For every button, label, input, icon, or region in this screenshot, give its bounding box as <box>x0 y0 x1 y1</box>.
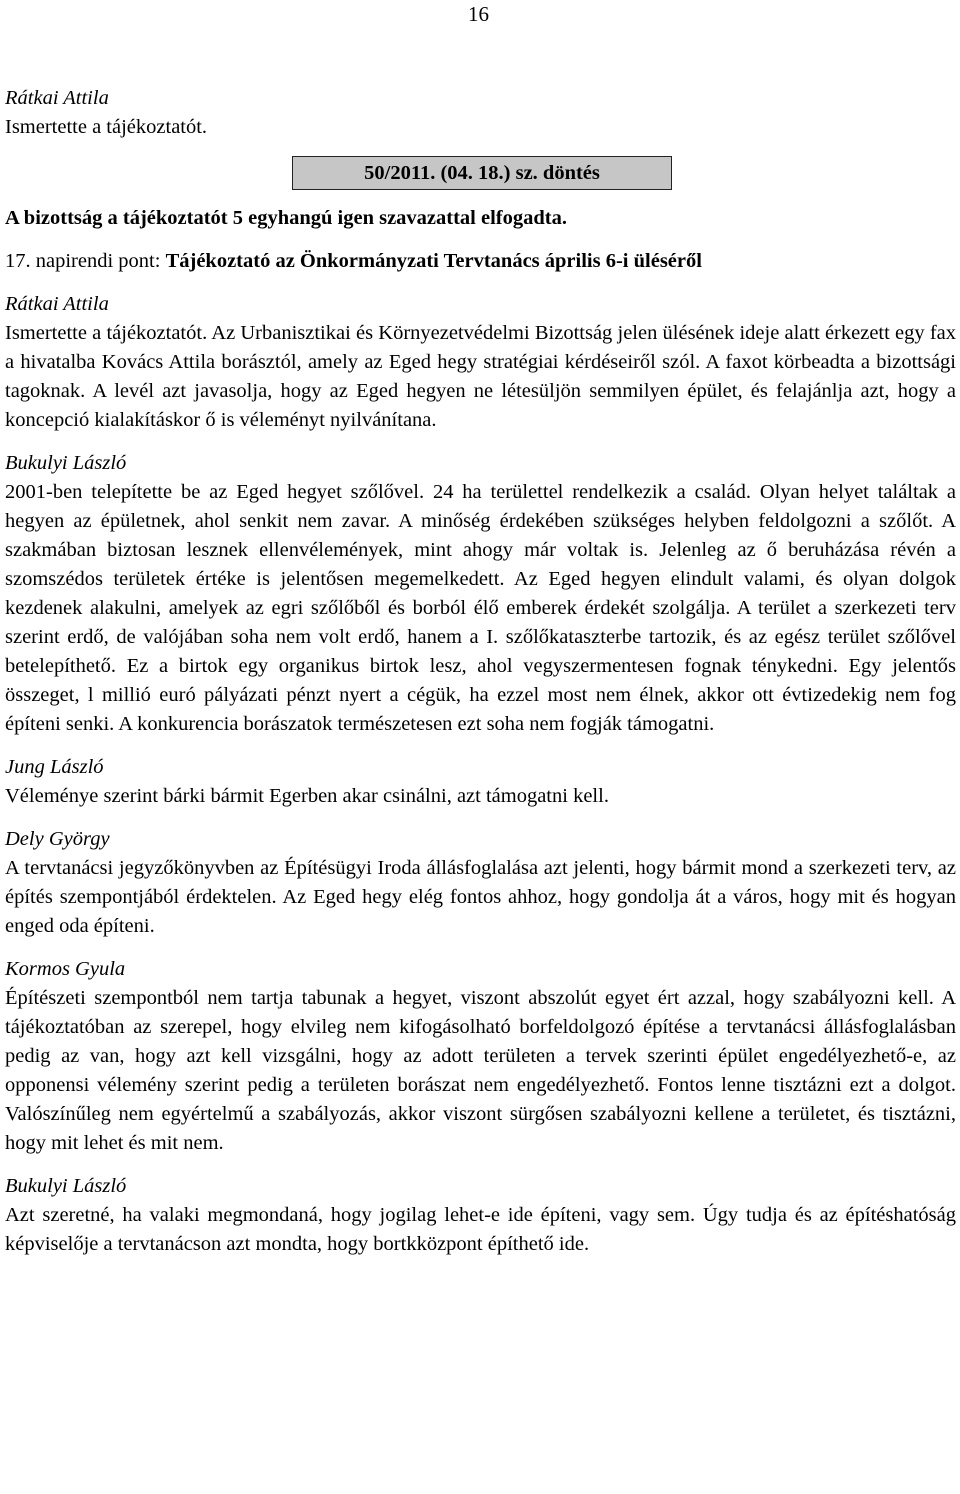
speaker-text: 2001-ben telepítette be az Eged hegyet szőlővel. 24 ha területtel rendelkezik a család. Olyan helyet találtak a hegyen az épületnek, ahol senkit nem zavar. A minőség érdekében szükséges helyben feldolgozni a szőlőt. A szakmában biztosan lesznek ellenvélemények, mint ahogy már voltak is. Jelenleg az ő beruházása révén a szomszédos területek értéke is jelentősen megemelkedett. Az Eged hegyen elindult valami, és olyan dolgok kezdenek alakulni, amelyek az egri szőlőből és borból élő emberek érdekét szolgálja. A terület a szerkezeti terv szerint erdő, de valójában soha nem volt erdő, hanem a I. szőlőkataszterbe tartozik, és az egész terület szőlővel betelepíthető. Ez a birtok egy organikus birtok lesz, ahol vegyszermentesen fognak ténykedni. Egy jelentős összeget, l millió euró pályázati pénzt nyert a cégük, ha ezzel most nem élnek, akkor ott évtizedekig nem fog építeni senki. A konkurencia borászatok természetesen ezt soha nem fogják támogatni. <box>5 481 956 735</box>
decision-title-box: 50/2011. (04. 18.) sz. döntés <box>292 156 672 190</box>
speaker-name: Dely György <box>5 828 110 850</box>
speaker-name: Rátkai Attila <box>5 293 109 315</box>
decision-text: A bizottság a tájékoztatót 5 egyhangú igen szavazattal elfogadta. <box>5 207 567 229</box>
speaker-name: Rátkai Attila <box>5 87 109 109</box>
speaker-text: Véleménye szerint bárki bármit Egerben akar csinálni, azt támogatni kell. <box>5 785 609 807</box>
speaker-text: Ismertette a tájékoztatót. <box>5 116 208 138</box>
document-body <box>5 84 956 1259</box>
speaker-text: Azt szeretné, ha valaki megmondaná, hogy jogilag lehet-e ide építeni, vagy sem. Úgy tudja és az építéshatóság képviselője a tervtanácson azt mondta, hogy bortkközpont építhető ide. <box>5 1204 956 1255</box>
agenda-item <box>5 247 956 276</box>
speaker-name: Jung László <box>5 756 104 778</box>
speaker-text: Ismertette a tájékoztatót. Az Urbanisztikai és Környezetvédelmi Bizottság jelen ülésének ideje alatt érkezett egy fax a hivatalba Kovács Attila borásztól, amely az Eged hegy stratégiai kérdéseiről szól. A faxot körbeadta a bizottsági tagoknak. A levél azt javasolja, hogy az Eged hegyen ne létesüljön semmilyen épület, és felajánlja azt, hogy a koncepció kialakításkor ő is véleményt nyilvánítana. <box>5 322 956 431</box>
agenda-prefix: 17. napirendi pont: <box>5 250 166 272</box>
speaker-name: Bukulyi László <box>5 1175 127 1197</box>
agenda-title: Tájékoztató az Önkormányzati Tervtanács április 6-i üléséről <box>165 250 702 272</box>
speaker-name: Bukulyi László <box>5 452 127 474</box>
speaker-text: A tervtanácsi jegyzőkönyvben az Építésügyi Iroda állásfoglalása azt jelenti, hogy bármit mond a szerkezeti terv, az építés szempontjából érdektelen. Az Eged hegy elég fontos ahhoz, hogy gondolja át a város, hogy mit és hogyan enged oda építeni. <box>5 857 956 937</box>
speaker-name: Kormos Gyula <box>5 958 126 980</box>
speaker-text: Építészeti szempontból nem tartja tabunak a hegyet, viszont abszolút egyet ért azzal, hogy szabályozni kell. A tájékoztatóban az szerepel, hogy elvileg nem kifogásolható borfeldolgozó építése a tervtanácsi állásfoglalásban pedig az van, hogy azt kell vizsgálni, hogy az adott területen a tervek szerinti épület engedélyezhető-e, az opponensi vélemény szerint pedig a területen borászat nem engedélyezhető. Fontos lenne tisztázni ezt a dolgot. Valószínűleg nem egyértelmű a szabályozás, akkor viszont sürgősen szabályozni kellene a területet, és tisztázni, hogy mit lehet és mit nem. <box>5 987 956 1154</box>
page-number: 16 <box>468 2 489 26</box>
